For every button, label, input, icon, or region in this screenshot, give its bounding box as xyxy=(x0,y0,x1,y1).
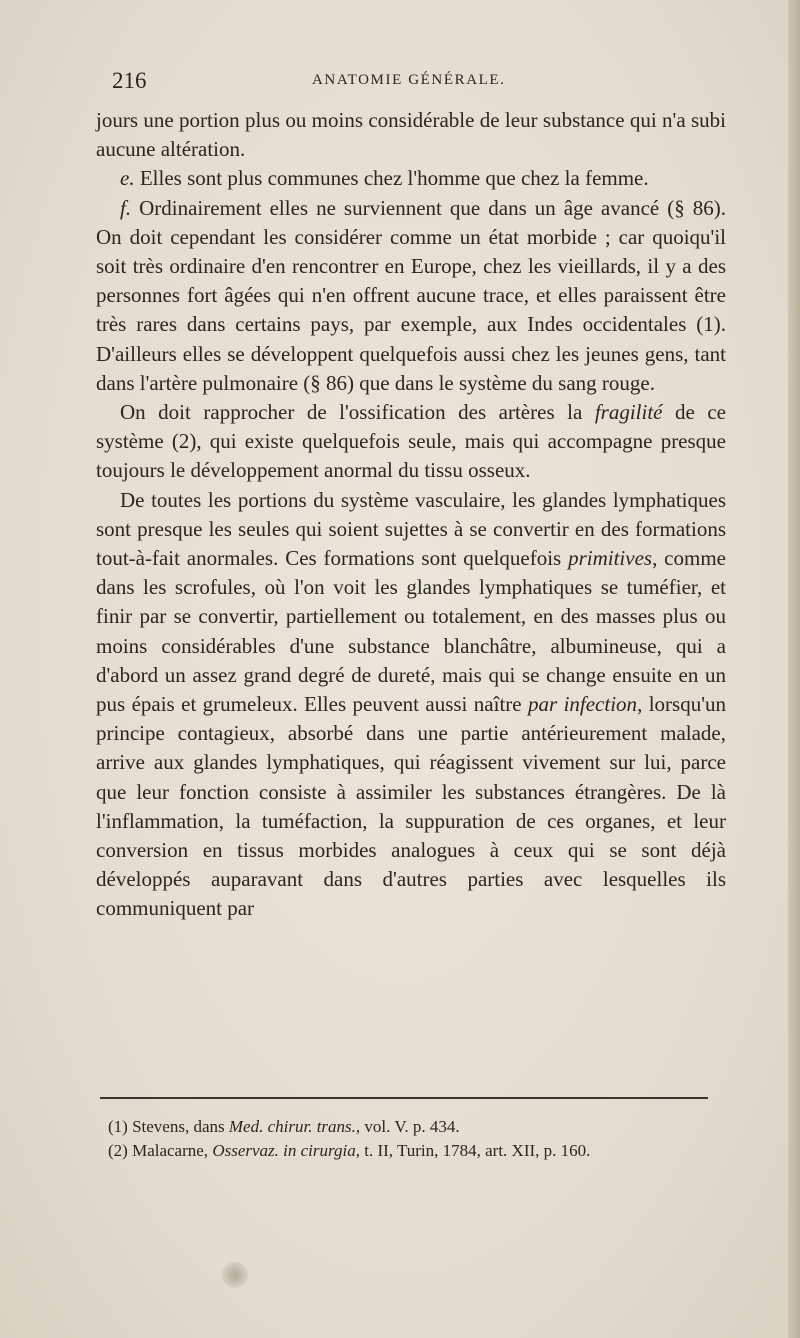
emphasis-text: fragilité xyxy=(594,400,663,425)
paragraph-f xyxy=(96,194,726,398)
paragraph-e xyxy=(96,164,726,193)
paragraph-lymphatic xyxy=(96,486,726,924)
page-header xyxy=(112,68,694,98)
paragraph-text: Ordinairement elles ne surviennent que dans un âge avancé (§ 86). On doit cependant les considérer comme un état morbide ; car quoiqu'il soit très ordinaire d'en rencontrer en Europe, chez les vieillards, il y a des personnes fort âgées qui n'en offrent aucune trace, et elles paraissent être très rares dans certains pays, par exemple, aux Indes occidentales (1). D'ailleurs elles se développent quelquefois aussi chez les jeunes gens, tant dans l'artère pulmonaire (§ 86) que dans le système du sang rouge. xyxy=(96,195,726,395)
footnote-1 xyxy=(96,1115,726,1139)
ink-stain xyxy=(222,1262,248,1288)
footnote-text: , vol. V. p. 434. xyxy=(355,1117,460,1136)
paragraph-continuation xyxy=(96,106,726,164)
footnote-text: (2) Malacarne, xyxy=(108,1141,213,1160)
page-number: 216 xyxy=(112,68,147,93)
footnotes xyxy=(96,1115,726,1163)
footnote-2 xyxy=(96,1139,726,1163)
item-label-f: f. xyxy=(120,195,132,220)
body-text xyxy=(96,106,726,924)
footnote-text: (1) Stevens, dans xyxy=(108,1117,229,1136)
page-edge xyxy=(788,0,800,1338)
emphasis-text: par infection xyxy=(528,692,638,717)
paragraph-text: de ce système (2), qui existe quelquefois seule, mais qui accompagne presque toujours le développement anormal du tissu osseux. xyxy=(96,400,726,483)
item-label-e: e. xyxy=(120,166,135,191)
paragraph-text: , comme dans les scrofules, où l'on voit les glandes lymphatiques se tuméfier, et finir par se convertir, partiellement ou totalement, en des masses plus ou moins considérables d'une substance blanchâtre, albumineuse, qui a d'abord un assez grand degré de dureté, mais qui se change ensuite en un pus épais et grumeleux. Elles peuvent aussi naître xyxy=(96,546,726,717)
paragraph-text: Elles sont plus communes chez l'homme que chez la femme. xyxy=(134,166,649,191)
paragraph-text: De toutes les portions du système vasculaire, les glandes lymphatiques sont presque les seules qui soient sujettes à se convertir en des formations tout-à-fait anormales. Ces formations sont quelquefois xyxy=(96,487,726,571)
footnote-rule xyxy=(100,1097,708,1099)
footnote-source: Med. chirur. trans. xyxy=(228,1117,356,1136)
paragraph-text: On doit rapprocher de l'ossification des artères la xyxy=(120,400,595,425)
emphasis-text: primitives xyxy=(568,546,653,571)
footnote-text: , t. II, Turin, 1784, art. XII, p. 160. xyxy=(355,1141,591,1160)
running-head: ANATOMIE GÉNÉRALE. xyxy=(312,72,506,88)
paragraph-fragility xyxy=(96,398,726,486)
paragraph-text: , lorsqu'un principe contagieux, absorbé dans une partie antérieurement malade, arrive aux glandes lymphatiques, qui réagissent vivement sur lui, parce que leur fonction consiste à assimiler les substances étrangères. De là l'inflammation, la tuméfaction, la suppuration de ces organes, et leur conversion en tissus morbides analogues à ceux qui se sont déjà développés auparavant dans d'autres parties avec lesquelles ils communiquent par xyxy=(96,692,726,921)
paragraph-text: jours une portion plus ou moins considérable de leur substance qui n'a subi aucune altération. xyxy=(96,108,726,162)
footnote-source: Osservaz. in cirurgia xyxy=(212,1141,356,1160)
